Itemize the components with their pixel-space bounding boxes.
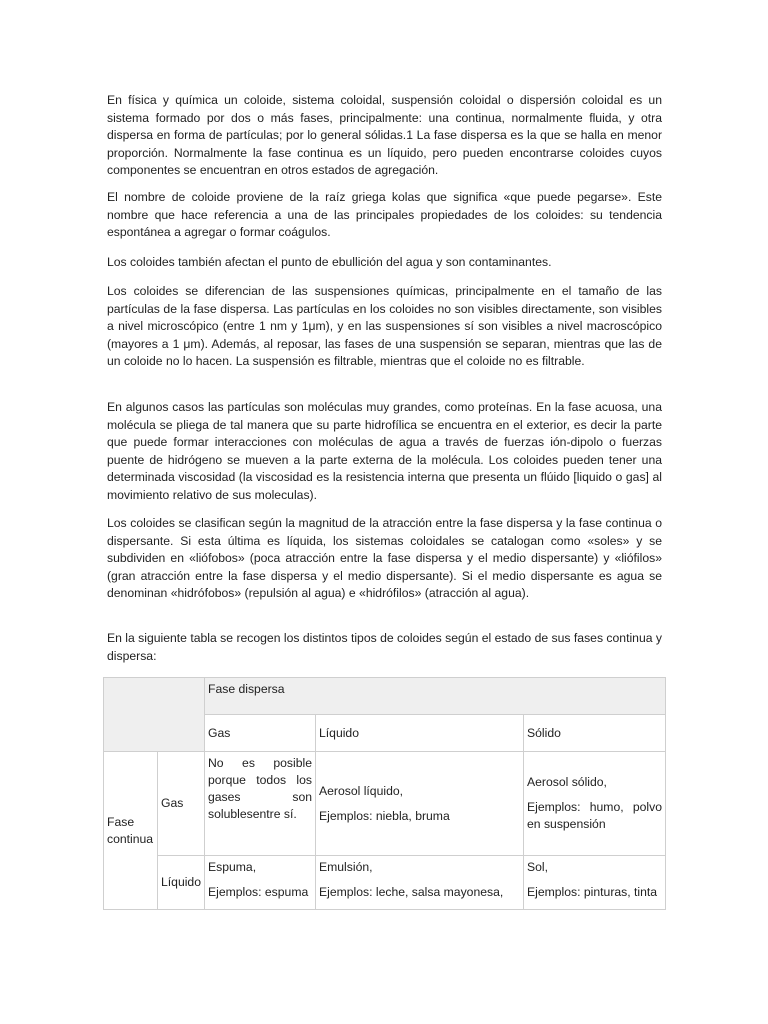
paragraph-etymology: El nombre de coloide proviene de la raíz griega kolas que significa «que puede pegarse». Este nombre que hace referencia a una de las principales propiedades de los coloides: su tendencia espontánea a agregar o formar coágulos.	[107, 190, 662, 239]
table-cell-gas-solid	[524, 752, 666, 856]
table-row-gas: Gas	[158, 752, 205, 856]
table-corner-cell	[104, 678, 205, 752]
emulsion-examples: Ejemplos: leche, salsa mayonesa,	[319, 885, 504, 899]
paragraph-suspensions: Los coloides se diferencian de las suspensiones químicas, principalmente en el tamaño de las partículas de la fase dispersa. Las partículas en los coloides no son visibles directamente, son visibles a nivel microscópico (entre 1 nm y 1μm), y en las suspensiones sí son visibles a nivel macroscópico (mayores a 1 μm). Además, al reposar, las fases de una suspensión se separan, mientras que las de un coloide no lo hacen. La suspensión es filtrable, mientras que el coloide no es filtrable.	[107, 284, 662, 368]
table-header-dispersed-phase: Fase dispersa	[205, 678, 666, 715]
aerosol-solid-label: Aerosol sólido,	[527, 775, 607, 789]
table-col-solid: Sólido	[524, 715, 666, 752]
table-header-continuous-phase	[104, 752, 158, 910]
colloid-types-table	[103, 677, 666, 910]
table-cell-liquid-gas	[205, 856, 316, 910]
paragraph-molecules: En algunos casos las partículas son moléculas muy grandes, como proteínas. En la fase acuosa, una molécula se pliega de tal manera que su parte hidrofílica se encuentra en el exterior, es decir la parte que puede formar interacciones con moléculas de agua a través de fuerzas ión-dipolo o fuerzas puente de hidrógeno se mueven a la parte externa de la molécula. Los coloides pueden tener una determinada viscosidad (la viscosidad es la resistencia interna que presenta un flúido [liquido o gas] al movimiento relativo de sus moleculas).	[107, 400, 662, 502]
table-col-liquid: Líquido	[316, 715, 524, 752]
aerosol-liquid-examples: Ejemplos: niebla, bruma	[319, 808, 450, 823]
table-cell-liquid-liquid	[316, 856, 524, 910]
table-cell-liquid-solid	[524, 856, 666, 910]
table-col-gas: Gas	[205, 715, 316, 752]
table-row-liquid: Líquido	[158, 856, 205, 910]
emulsion-label: Emulsión,	[319, 860, 373, 874]
continuous-phase-label: Fase continua	[107, 814, 154, 846]
sol-examples: Ejemplos: pinturas, tinta	[527, 885, 658, 899]
foam-examples: Ejemplos: espuma	[208, 885, 309, 899]
paragraph-boiling-point: Los coloides también afectan el punto de ebullición del agua y son contaminantes.	[107, 255, 552, 269]
paragraph-classification: Los coloides se clasifican según la magnitud de la atracción entre la fase dispersa y la fase continua o dispersante. Si esta última es líquida, los sistemas coloidales se catalogan como «soles» y se subdividen en «liófobos» (poca atracción entre la fase dispersa y el medio dispersante) y «liófilos» (gran atracción entre la fase dispersa y el medio dispersante). Si el medio dispersante es agua se denominan «hidrófobos» (repulsión al agua) e «hidrófilos» (atracción al agua).	[107, 516, 662, 600]
paragraph-table-intro: En la siguiente tabla se recogen los distintos tipos de coloides según el estado de sus fases continua y dispersa:	[107, 631, 662, 663]
foam-label: Espuma,	[208, 860, 257, 874]
sol-label: Sol,	[527, 860, 549, 874]
paragraph-colloid-definition: En física y química un coloide, sistema coloidal, suspensión coloidal o dispersión coloidal es un sistema formado por dos o más fases, principalmente: una continua, normalmente fluida, y otra dispersa en forma de partículas; por lo general sólidas.1 La fase dispersa es la que se halla en menor proporción. Normalmente la fase continua es un líquido, pero pueden encontrarse coloides cuyos componentes se encuentran en otros estados de agregación.	[107, 93, 662, 177]
table-cell-gas-gas: No es posible porque todos los gases son solublesentre sí.	[205, 752, 316, 856]
aerosol-solid-examples: Ejemplos: humo, polvo en suspensión	[527, 800, 663, 831]
aerosol-liquid-label: Aerosol líquido,	[319, 783, 404, 798]
table-cell-gas-liquid	[316, 752, 524, 856]
